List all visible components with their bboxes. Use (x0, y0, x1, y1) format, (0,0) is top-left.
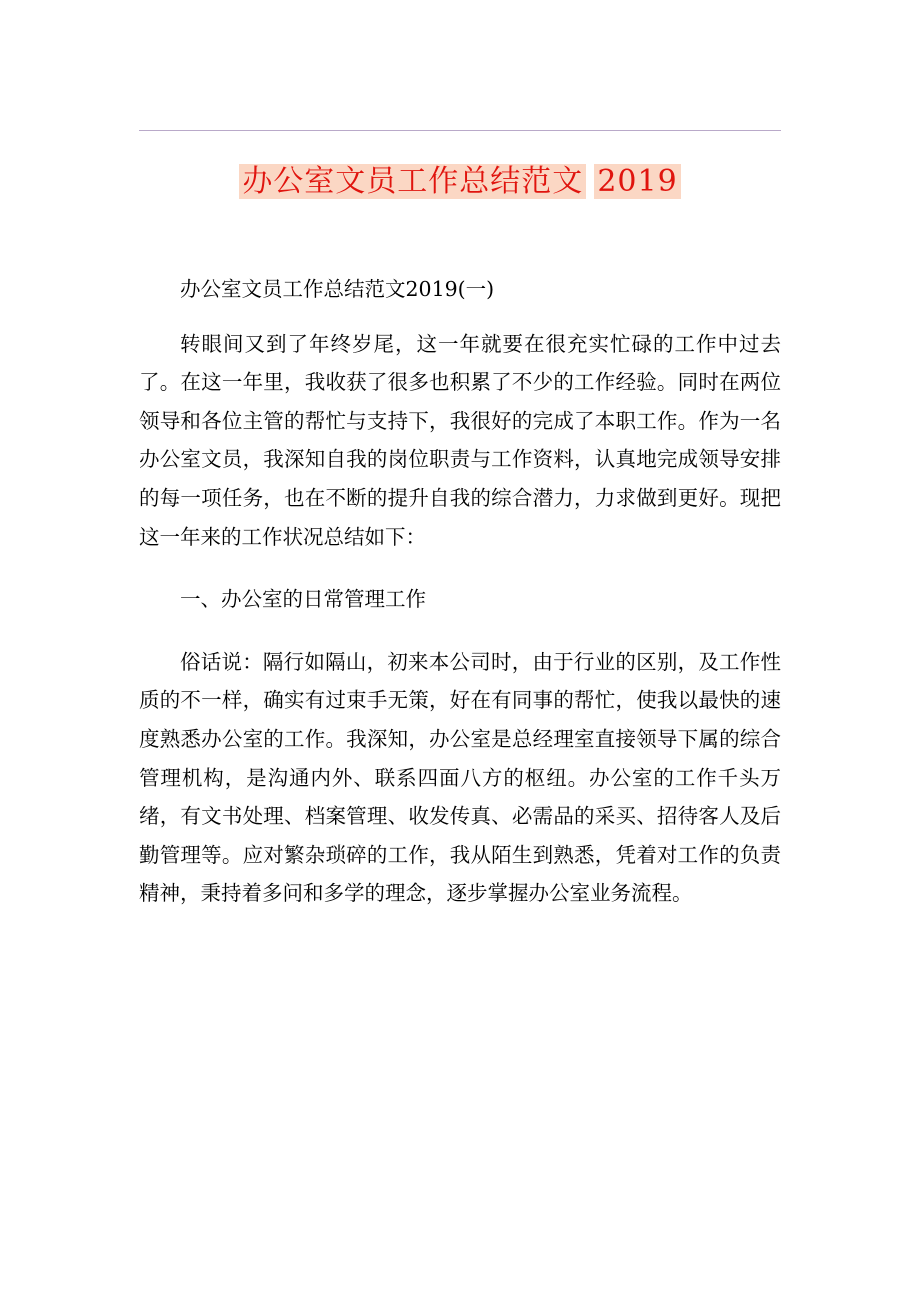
section-heading: 一、办公室的日常管理工作 (180, 587, 426, 612)
document-title (0, 160, 920, 204)
paragraph-daily-management: 俗话说：隔行如隔山，初来本公司时，由于行业的区别，及工作性质的不一样，确实有过束手无策，好在有同事的帮忙，使我以最快的速度熟悉办公室的工作。我深知，办公室是总经理室直接领导下属的综合管理机构，是沟通内外、联系四面八方的枢纽。办公室的工作千头万绪，有文书处理、档案管理、收发传真、必需品的采买、招待客人及后勤管理等。应对繁杂琐碎的工作，我从陌生到熟悉，凭着对工作的负责精神，秉持着多问和多学的理念，逐步掌握办公室业务流程。 (139, 649, 781, 906)
paragraph-intro: 转眼间又到了年终岁尾，这一年就要在很充实忙碌的工作中过去了。在这一年里，我收获了很多也积累了不少的工作经验。同时在两位领导和各位主管的帮忙与支持下，我很好的完成了本职工作。作为一名办公室文员，我深知自我的岗位职责与工作资料，认真地完成领导安排的每一项任务，也在不断的提升自我的综合潜力，力求做到更好。现把这一年来的工作状况总结如下： (139, 331, 781, 549)
document-body (139, 270, 781, 937)
title-text: 办公室文员工作总结范文 (239, 164, 586, 199)
header-rule (139, 130, 781, 131)
document-subtitle: 办公室文员工作总结范文2019(一) (180, 277, 495, 301)
title-year: 2019 (594, 164, 680, 199)
